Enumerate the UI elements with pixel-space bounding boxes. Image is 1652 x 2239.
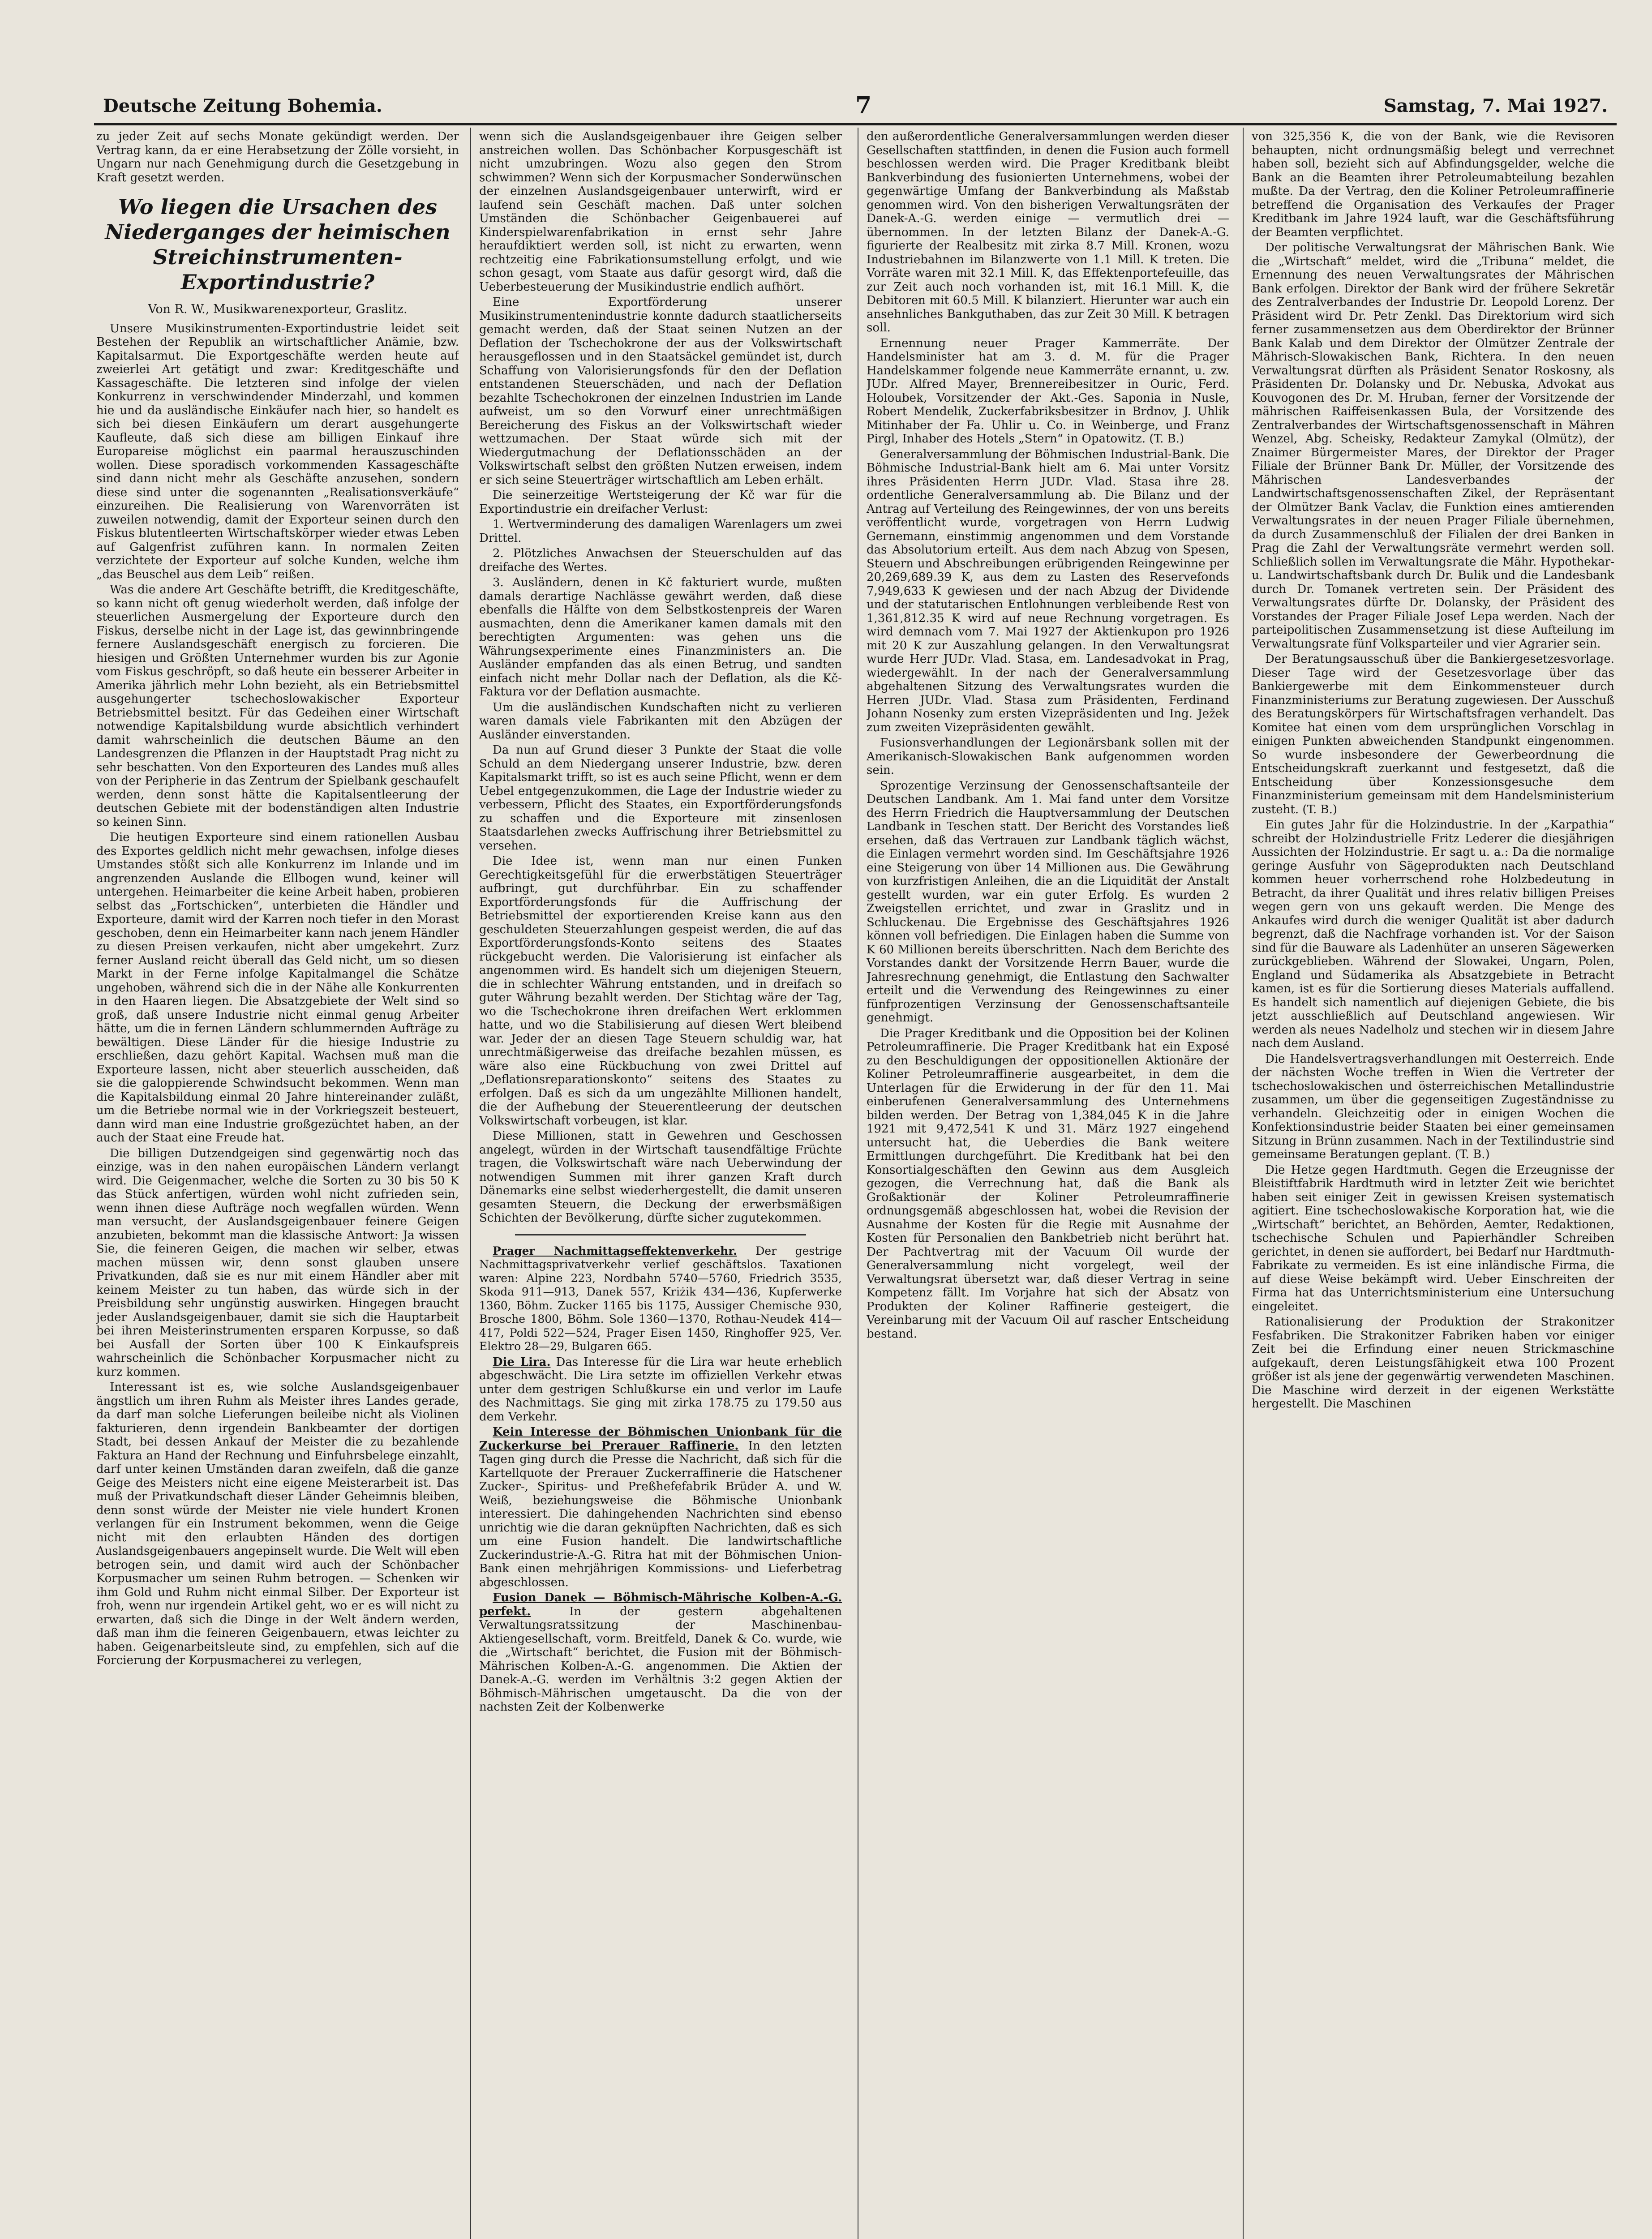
news-item: Der Beratungsausschuß über die Bankiergesetzesvorlage. Dieser Tage wird der Gesetzesvorlage über das Bankiergewerbe mit dem Einkommensteuer durch Finanzministeriums zur Beratung zugewiesen. Der Ausschuß des Beratungskörpers für Wirtschaftsfragen verhandelt. Das Komitee hat einen vom dem ursprünglichen Vorschlag in einigen Punkten abweichenden Standpunkt eingenommen. So wurde insbesondere der Gewerbeordnung die Entscheidungskraft zuerkannt und festgesetzt, daß die Entscheidung über Konzessionsgesuche dem Finanzministerium gemeinsam mit dem Handelsministerium zusteht. (T. B.) — [1252, 652, 1614, 816]
article-paragraph: von 325,356 K, die von der Bank, wie die Revisoren behaupten, nicht ordnungsmäßig belegt und verrechnet haben soll, bezieht sich auf Abfindungsgelder, welche die Bank an die Beamten ihrer Petroleumabteilung bezahlen mußte. Da der Vertrag, den die Koliner Petroleumraffinerie betreffend die Organisation des Verkaufes der Prager Kreditbank im Jahre 1924 lauft, war die Geschäftsführung der Beamten verpflichtet. — [1252, 130, 1614, 239]
article-paragraph: Eine Exportförderung unserer Musikinstrumentenindustrie konnte dadurch staatlicherseits gemacht werden, daß der Staat seinen Nutzen an der Deflation der Tschechokrone der aus der Volkswirtschaft herausgeflossen und in den Staatsäckel gemündet ist, durch Schaffung von Valorisierungsfonds für den der Deflation entstandenen Steuerschäden, und nach der Deflation bezahlte Tschechokronen der einzelnen Industrien im Lande aufweist, um so den Vorwurf einer unrechtmäßigen Bereicherung des Fiskus an der Volkswirtschaft wieder wettzumachen. Der Staat würde sich mit der Wiedergutmachung der Deflationsschäden an der Volkswirtschaft selbst den größten Nutzen erweisen, indem er sich seine Steuerträger wirtschaftlich am Leben erhält. — [479, 296, 842, 487]
news-item: Sprozentige Verzinsung der Genossenschaftsanteile der Deutschen Landbank. Am 1. Mai fand unter dem Vorsitze des Herrn Friedrich die Hauptversammlung der Deutschen Landbank in Teschen statt. Der Bericht des Vorstandes ließ ersehen, daß das Vertrauen zur Landbank täglich wächst, die Einlagen vermehrt worden sind. Im Geschäftsjahre 1926 eine Steigerung von über 14 Millionen aus. Die Gewährung von kurzfristigen Anleihen, die an die Liquidität der Anstalt gestellt wurden, war ein guter Erfolg. Es wurden 2 Zweigstellen errichtet, und zwar in Graslitz und in Schluckenau. Die Ergebnisse des Geschäftsjahres 1926 können voll befriedigen. Die Einlagen haben die Summe von K 60 Millionen bereits überschritten. Nach dem Berichte des Vorstandes dankt der Vorsitzende Herrn Bauer, wurde die Jahresrechnung genehmigt, die Entlastung den Sachwalter erteilt und die Verwendung des Reingewinnes zu einer fünfprozentigen Verzinsung der Genossenschaftsanteile genehmigt. — [867, 779, 1229, 1025]
sugar-report — [479, 1425, 842, 1589]
article-paragraph: Was die andere Art Geschäfte betrifft, die Kreditgeschäfte, so kann nicht oft genug wiederholt werden, daß infolge der steuerlichen Ausmergelung der Exporteure durch den Fiskus, derselbe nicht in der Lage ist, das gewinnbringende fernere Auslandsgeschäft energisch zu forcieren. Die hiesigen und Größten Unternehmer wurden bis zur Agonie vom Fiskus geschröpft, so daß heute ein besserer Arbeiter in Amerika jährlich mehr Lohn bezieht, als ein Betriebsmittel ausgehungerter tschechoslowakischer Exporteur Betriebsmittel besitzt. Für das Gedeihen einer Wirtschaft notwendige Kapitalsbildung wurde absichtlich verhindert damit wahrscheinlich die deutschen Bäume an den Landesgrenzen die Pflanzen in der Hauptstadt Prag nicht zu sehr beschatten. Von den Exporteuren des Landes muß alles von der Peripherie in das Zentrum der Spielbank geschaufelt werden, denn sonst hätte die Kapitalsentleerung der deutschen Gebiete mit der bodenständigen alten Industrie so keinen Sinn. — [96, 583, 459, 829]
issue-date: Samstag, 7. Mai 1927. — [1383, 95, 1608, 116]
fusion-report — [479, 1591, 842, 1714]
article-paragraph: Diese Millionen, statt in Gewehren und Geschossen angelegt, würden in der Wirtschaft tausendfältige Früchte tragen, die Volkswirtschaft wäre nach Ueberwindung der notwendigen Summen mit ihrer ganzen Kraft durch Dänemarks eine selbst wiederhergestellt, die damit unseren gesamten Steuern, die Deckung der erwerbsmäßigen Schichten der Bevölkerung, dürfte sicher zugutekommen. — [479, 1129, 842, 1225]
news-item: Generalversammlung der Böhmischen Industrial-Bank. Die Böhmische Industrial-Bank hielt am 6. Mai unter Vorsitz ihres Präsidenten Herrn JUDr. Vlad. Stasa ihre 28. ordentliche Generalversammlung ab. Die Bilanz und der Antrag auf Verteilung des Reingewinnes, der von uns bereits veröffentlicht wurde, vorgetragen von Herrn Ludwig Gernemann, einstimmig angenommen und dem Vorstande das Absolutorium erteilt. Aus dem nach Abzug von Spesen, Steuern und Abschreibungen erübrigenden Reingewinne per 20,269,689.39 K, aus dem zu Lasten des Reservefonds 7,949,633 K gewiesen und der nach Abzug der Dividende und der statutarischen Entlohnungen verbleibende Rest von 1,361,812.35 K wird auf neue Rechnung vorgetragen. Es wird demnach vom 7. Mai 1927 der Aktienkupon pro 1926 mit 20 K zur Auszahlung gelangen. In den Verwaltungsrat wurde Herr JUDr. Vlad. Stasa, em. Landesadvokat in Prag, wiedergewählt. In der nach der Generalversammlung abgehaltenen Sitzung des Verwaltungsrates wurden die Herren JUDr. Vlad. Stasa zum Präsidenten, Ferdinand Johann Nosenky zum ersten Vizepräsidenten und Ing. Ježek zum zweiten Vizepräsidenten gewählt. — [867, 447, 1229, 734]
column-2 — [479, 130, 842, 2239]
news-item: Ernennung neuer Prager Kammerräte. Der Handelsminister hat am 3. d. M. für die Prager Handelskammer folgende neue Kammerräte ernannt, u. zw. JUDr. Alfred Mayer, Brennereibesitzer in Ouric, Ferd. Holoubek, Vorsitzender der Akt.-Ges. Saponia in Nusle, Robert Mendelik, Zuckerfabriksbesitzer in Brdnov, J. Uhlik Mitinhaber der Fa. Uhlir u. Co. in Weinberge, und Franz Pirgl, Inhaber des Hotels „Stern“ in Opatowitz. (T. B.) — [867, 336, 1229, 446]
sugar-title: Kein Interesse der Böhmischen Unionbank für die Zuckerkurse bei Prerauer Raffinerie. — [479, 1425, 842, 1453]
article-headline: Wo liegen die Ursachen des Niederganges der heimischen Streichinstrumenten-Exportindustrie? — [105, 195, 451, 294]
news-item: Die Hetze gegen Hardtmuth. Gegen die Erzeugnisse der Bleistiftfabrik Hardtmuth wird in letzter Zeit wie berichtet haben seit einiger Zeit in gewissen Kreisen systematisch agitiert. Eine tschechoslowakische Korporation hat, wie die „Wirtschaft“ berichtet, an Behörden, Aemter, Redaktionen, tschechische Schulen und Papierhändler Schreiben gerichtet, in denen sie auffordert, bei Bedarf nur Hardtmuth-Fabrikate zu vermeiden. Es ist eine inländische Firma, die auf diese Weise bekämpft wird. Ueber Einschreiten der Firma hat das Unterrichtsministerium eine Untersuchung eingeleitet. — [1252, 1163, 1614, 1313]
news-item: Ein gutes Jahr für die Holzindustrie. In der „Karpathia“ schreibt der Holzindustrielle Fritz Lederer die diesjährigen Aussichten der Holzindustrie. Er sagt u. a.: Da die normalige geringe Ausfuhr von Sägeprodukten nach Deutschland kommen heuer vorherrschend rohe Holzbedeutung in Betracht, da ihrer Qualität und ihres relativ billigen Preises wegen gern von uns gekauft werden. Die Menge des Ankaufes wird durch die weniger Qualität ist aber dadurch begrenzt, daß die Nachfrage vorhanden ist. Vor der Saison sind für die Bauware als Ladenhüter an unseren Sägewerken zurückgeblieben. Während der Slowakei, Ungarn, Polen, England und Südamerika als Absatzgebiete in Betracht kamen, ist es für die Sortierung dieses Materials auffallend. Es handelt sich namentlich auf diejenigen Gebiete, die bis jetzt ausschließlich auf Deutschland angewiesen. Wir werden als neues Nadelholz und stechen wir in diesem Jahre nach dem Ausland. — [1252, 818, 1614, 1050]
article-paragraph: Die Idee ist, wenn man nur einen Funken Gerechtigkeitsgefühl für die erwerbstätigen Steuerträger aufbringt, gut durchführbar. Ein zu schaffender Exportförderungsfonds für die Auffrischung der Betriebsmittel der exportierenden Kreise kann aus den geschuldeten Steuerzahlungen gespeist werden, die auf das Exportförderungsfonds-Konto seitens des Staates rückgebucht werden. Die Valorisierung ist einfacher als angenommen wird. Es handelt sich um diejenigen Steuern, die in schlechter Währung entstanden, und in dreifach so guter Währung bezahlt werden. Der Stichtag wäre der Tag, wo die Tschechokrone ihren dreifachen Wert erklommen hatte, und wo die Stabilisierung auf diesen Wert bleibend war. Jeder der an diesen Tage Steuern schuldig war, hat unrechtmäßigerweise das dreifache bezahlen müssen, es wäre also eine Rückbuchung von zwei Drittel auf „Deflationsreparationskonto“ seitens des Staates zu erfolgen. Daß es sich da um ungezählte Millionen handelt, die der Aufhebung der Steuerentleerung der deutschen Volkswirtschaft vorbeugen, ist klar. — [479, 854, 842, 1128]
column-1 — [96, 130, 459, 2239]
article-paragraph: Die heutigen Exporteure sind einem rationellen Ausbau des Exportes geldlich nicht mehr gewachsen, infolge dieses Umstandes stößt sich alle Konkurrenz im Inlande und im angrenzenden Auslande die Ellbogen wund, keiner will untergehen. Heimarbeiter die keine Arbeit haben, probieren selbst das „Fortschicken“, unterbieten die Händler und Exporteure, damit wird der Karren noch tiefer in den Morast geschoben, denn ein Heimarbeiter kann nach jenem Händler zu diesen Preisen verkaufen, nicht aber umgekehrt. Zurz ferner Ausland reicht überall das Geld nicht, um so diesen Markt in der Ferne infolge Kapitalmangel die Schätze ungehoben, während sich die in der Nähe alle Konkurrenten in den Haaren liegen. Die Absatzgebiete der Welt sind so groß, daß unsere Industrie nicht einmal genug Arbeiter hätte, um die in fernen Ländern schlummernden Aufträge zu bewältigen. Diese Länder für die hiesige Industrie zu erschließen, dazu gehört Kapital. Wachsen muß man die Exporteure lassen, nicht aber steuerlich ausscheiden, daß sie die galoppierende Schwindsucht bekommen. Wenn man die Kapitalsbildung einmal 20 Jahre hintereinander zuläßt, um die Betriebe normal wie in der Vorkriegszeit besteuert, dann wird man eine Industrie großgezüchtet haben, an der auch der Staat eine Freude hat. — [96, 831, 459, 1145]
article-paragraph: Interessant ist es, wie solche Auslandsgeigenbauer ängstlich um ihren Ruhm als Meister ihres Landes gerade, da darf man solche Lieferungen beileibe nicht als Violinen fakturieren, denn irgendein Bankbeamter der dortigen Stadt, bei dessen Ankauf der Meister die zu bezahlende Faktura an Hand der Rechnung und Einfuhrsbelege einzahlt, darf unter keinen Umständen daran zweifeln, daß die ganze Geige des Meisters nicht eine eigene Meisterarbeit ist. Das muß der Privatkundschaft dieser Länder Geheimnis bleiben, denn sonst würde der Meister nie viele hundert Kronen verlangen für ein Instrument bekommen, wenn die Geige nicht mit den erlaubten Händen des dortigen Auslandsgeigenbauers angepinselt wurde. Die Welt will eben betrogen sein, und damit wird auch der Schönbacher Korpusmacher um seinen Ruhm betrogen. — Schenken wir ihm Gold und Ruhm nicht einmal Silber. Der Exporteur ist froh, wenn nur irgendein Artikel geht, wo er es will nicht zu erwarten, daß sich die Dinge in der Welt ändern werden, daß man ihm die feineren Geigenbauern, etwas leichter zu haben. Geigenarbeitsleute sind, zu empfehlen, sich auf die Forcierung der Korpusmacherei zu verlegen, — [96, 1381, 459, 1667]
article-byline: Von R. W., Musikwarenexporteur, Graslitz. — [148, 302, 408, 316]
fusion-title: Fusion Danek — Böhmisch-Mährische Kolben-A.-G. perfekt. — [479, 1591, 842, 1618]
article-paragraph: Unsere Musikinstrumenten-Exportindustrie leidet seit Bestehen der Republik an wirtschaftlicher Anämie, bzw. Kapitalsarmut. Die Exportgeschäfte werden heute auf zweierlei Art getätigt und zwar: Kreditgeschäfte und Kassageschäfte. Die letzteren sind infolge der vielen Konkurrenz in verschwindender Minderzahl, und kommen hie und da ausländische Einkäufer nach hier, so handelt es sich bei diesen Einkäufern um derart ausgehungerte Kaufleute, daß sich diese am billigen Einkauf ihre Europareise möglichst ein paarmal herauszuschinden wollen. Diese sporadisch vorkommenden Kassageschäfte sind dann nicht mehr als Geschäfte anzusehen, sondern diese sind unter die sogenannten „Realisationsverkäufe“ einzureihen. Die Realisierung von Warenvorräten ist zuweilen notwendig, damit der Exporteur seinen durch den Fiskus blutentleerten Wirtschaftskörper wieder etwas Leben auf Galgenfrist zuführen kann. In normalen Zeiten verzichtete der Exporteur auf solche Kunden, welche ihm „das Beuschel aus dem Leib“ reißen. — [96, 322, 459, 581]
stock-report-text: Der gestrige Nachmittagsprivatverkehr verlief geschäftslos. Taxationen waren: Alpine 223, Nordbahn 5740—5760, Friedrich 3535, Skoda 911—913, Danek 557, Kriżik 434—436, Kupferwerke 1360, Böhm. Zucker 1165 bis 1175, Aussiger Chemische 930, Brosche 1800, Böhm. Sole 1360—1370, Rothau-Neudek 414—417, Poldi 522—524, Prager Eisen 1450, Ringhoffer 925, Ver. Elektro 28—29, Bulgaren 665. — [479, 1244, 842, 1353]
column-4 — [1252, 130, 1614, 2239]
article-paragraph: Da nun auf Grund dieser 3 Punkte der Staat die volle Schuld an dem Niedergang unserer Industrie, bzw. deren Kapitalsmarkt trifft, so ist es auch seine Pflicht, wenn er dem Uebel entgegenzukommen, die Lage der Industrie wieder zu verbessern, Pflicht des Staates, ein Exportförderungsfonds zu schaffen und die Exporteure mit zinsenlosen Staatsdarlehen zwecks Auffrischung ihrer Betriebsmittel zu versehen. — [479, 743, 842, 853]
stock-report — [479, 1244, 842, 1354]
column-rule — [1243, 128, 1244, 2239]
news-item: Die Handelsvertragsverhandlungen mit Oesterreich. Ende der nächsten Woche treffen in Wien die Vertreter der tschechoslowakischen und österreichischen Metallindustrie zusammen, um über die gegenseitigen Zugeständnisse zu verhandeln. Gleichzeitig oder in einigen Wochen die Konfektionsindustrie beider Staaten bei einer gemeinsamen Sitzung in Brünn zusammen. Nach in der Textilindustrie sind gemeinsame Beratungen geplant. (T. B.) — [1252, 1052, 1614, 1161]
page-number: 7 — [855, 92, 872, 119]
paper-name: Deutsche Zeitung Bohemia. — [103, 95, 382, 116]
section-divider — [515, 1234, 806, 1235]
list-item: 3. Ausländern, denen in Kč fakturiert wurde, mußten damals derartige Nachlässe gewährt werden, daß diese ebenfalls die Hälfte von dem Selbstkostenpreis der Waren ausmachten, denn die Amerikaner kamen damals mit den berechtigten Argumenten: was gehen uns die Währungsexperimente eines Finanzministers an. Die Ausländer empfanden das als einen Betrug, und sandten einfach nicht mehr Dollar nach der Deflation, als die Kč-Faktura vor der Deflation ausmachte. — [479, 576, 842, 699]
lira-title: Die Lira. — [493, 1355, 551, 1369]
article-paragraph: Um die ausländischen Kundschaften nicht zu verlieren waren damals viele Fabrikanten mit den Abzügen der Ausländer einverstanden. — [479, 700, 842, 742]
list-item: 2. Plötzliches Anwachsen der Steuerschulden auf das dreifache des Wertes. — [479, 547, 842, 574]
stock-report-title: Prager Nachmittagseffektenverkehr. — [493, 1244, 737, 1257]
sugar-text: In den letzten Tagen ging durch die Presse die Nachricht, daß sich für die Kartellquote der Prerauer Zuckerraffinerie die Hatschener Zucker-, Spiritus- und Preßhefefabrik Brüder A. und W. Weiß, beziehungsweise die Böhmische Unionbank interessiert. Die dahingehenden Nachrichten sind ebenso unrichtig wie die daran geknüpften Nachrichten, daß es sich um eine Fusion handelt. Die landwirtschaftliche Zuckerindustrie-A.-G. Ritra hat mit der Böhmischen Union-Bank einen mehrjährigen Kommissions- und Lieferbetrag abgeschlossen. — [479, 1439, 842, 1589]
news-item: Die Prager Kreditbank und die Opposition bei der Kolinen Petroleumraffinerie. Die Prager Kreditbank hat ein Exposé zu den Beschuldigungen der oppositionellen Aktionäre der Koliner Petroleumraffinerie ausgearbeitet, in dem die Unterlagen für die Erwiderung in der für den 11. Mai einberufenen Generalversammlung des Unternehmens bilden werden. Der Betrag von 1,384,045 K in die Jahre 1921 mit 9,472,541 K und 31. März 1927 eingehend untersucht hat, die Ueberdies die Bank weitere Ermittlungen durchgeführt. Die Kreditbank hat bei den Konsortialgeschäften den Gewinn aus dem Ausgleich gezogen, die Verrechnung hat, daß die Bank als Großaktionär der Koliner Petroleumraffinerie ordnungsgemäß abgeschlossen hat, wobei die Revision der Ausnahme der Kosten für die Regie mit Ausnahme der Kosten für Personalien den Bankbetrieb nicht berührt hat. Der Pachtvertrag mit der Vacuum Oil wurde der Generalversammlung nicht vorgelegt, weil der Verwaltungsrat übersetzt war, daß dieser Vertrag in seine Kompetenz fällt. Im Vorjahre hat sich der Absatz von Produkten der Koliner Raffinerie gesteigert, die Vereinbarung mit der Vacuum Oil auf rascher Entscheidung bestand. — [867, 1026, 1229, 1341]
fusion-text: In der gestern abgehaltenen Verwaltungsratssitzung der Maschinenbau-Aktiengesellschaft, vorm. Breitfeld, Danek & Co. wurde, wie die „Wirtschaft“ berichtet, die Fusion mit der Böhmisch-Mährischen Kolben-A.-G. angenommen. Die Aktien der Danek-A.-G. werden im Verhältnis 3:2 gegen Aktien der Böhmisch-Mährischen umgetauscht. Da die von der nachsten Zeit der Kolbenwerke — [479, 1604, 842, 1714]
article-paragraph: Die billigen Dutzendgeigen sind gegenwärtig noch das einzige, was in den nahen europäischen Ländern verlangt wird. Die Geigenmacher, welche die Sorten zu 30 bis 50 K das Stück anfertigen, würden wohl nicht zufrieden sein, wenn ihnen diese Aufträge noch wegfallen würden. Wenn man versucht, der Auslandsgeigenbauer feinere Geigen anzubieten, bekommt man die klassische Antwort: Ja wissen Sie, die feineren Geigen, die machen wir selber, etwas machen müssen wir, denn sonst glauben unsere Privatkunden, daß sie es nur mit einem Händler aber mit keinem Meister zu tun haben, das würde sich in der Preisbildung sehr ungünstig auswirken. Hingegen braucht jeder Auslandsgeigenbauer, damit sie sich die Hauptarbeit bei ihren Meisterinstrumenten ersparen Korpusse, so daß bei Ausfall der Sorten über 100 K Einkaufspreis wahrscheinlich die Schönbacher Korpusmacher nicht zu kurz kommen. — [96, 1146, 459, 1379]
masthead — [94, 92, 1617, 125]
article-paragraph: wenn sich die Auslandsgeigenbauer ihre Geigen selber anstreichen wollen. Das Schönbacher Korpusgeschäft ist nicht umzubringen. Wozu also gegen den Strom schwimmen? Wenn sich der Korpusmacher Sonderwünschen der einzelnen Auslandsgeigenbauer unterwirft, wird er laufend sein Geschäft machen. Daß unter solchen Umständen die Schönbacher Geigenbauerei auf Kinderspielwarenfabrikation in ernst sehr Jahre heraufdiktiert werden soll, ist nicht zu erwarten, wenn rechtzeitig eine Fabrikationsumstellung erfolgt, und wie schon gesagt, vom Staate aus dafür gesorgt wird, daß die Ueberbesteuerung der Musikindustrie endlich aufhört. — [479, 130, 842, 294]
news-item: Der politische Verwaltungsrat der Mährischen Bank. Wie die „Wirtschaft“ meldet, wird die „Tribuna“ meldet, die Ernennung des neuen Verwaltungsrates der Mährischen Bank erfolgen. Direktor der Bank wird der frühere Sekretär des Zentralverbandes der Industrie Dr. Leopold Lorenz. Der Präsident wird Dr. Petr Zenkl. Das Direktorium wird sich ferner zusammensetzen aus dem Oberdirektor der Brünner Bank Kalab und dem Direktor der Olmützer Zentrale der Mährisch-Slowakischen Bank, Richtera. In den neuen Verwaltungsrat dürften als Präsident Senator Roskosny, als Präsidenten Dr. Dolansky und Dr. Nebuska, Advokat aus Kouvogonen des Dr. M. Hruban, ferner der Vorsitzende der mährischen Raiffeisenkassen Bula, der Vorsitzende des Zentralverbandes der Wirtschaftsgenossenschaft in Mähren Wenzel, Abg. Scheisky, Redakteur Zamykal (Olmütz), der Znaimer Bürgermeister Mares, der Direktor der Prager Filiale der Brünner Bank Dr. Müller, der Vorsitzende des Mährischen Landesverbandes der Landwirtschaftsgenossenschaften Zikel, der Repräsentant der Olmützer Bank Vaclav, die Funktion eines amtierenden Verwaltungsrates in der neuen Prager Filiale übernehmen, da durch Zusammenschluß der Filialen der drei Banken in Prag die Zahl der Verwaltungsräte vermehrt werden soll. Schließlich sollen im Verwaltungsrate die Mähr. Hypothekar- u. Landwirtschaftsbank durch Dr. Bulik und die Landesbank durch Dr. Tomanek vertreten sein. Der Präsident des Verwaltungsrates dürfte Dr. Dolansky, der Präsident des Vorstandes der Prager Filiale Josef Lepa werden. Nach der parteipolitischen Zusammensetzung ist diese Aufteilung im Verwaltungsrate fünf Volksparteiler und vier Agrarier sein. — [1252, 241, 1614, 651]
lira-report — [479, 1355, 842, 1424]
article-paragraph: den außerordentliche Generalversammlungen werden dieser Gesellschaften stattfinden, in denen die Fusion auch formell beschlossen werden wird. Die Prager Kreditbank bleibt Bankverbindung des fusionierten Unternehmens, wobei der gegenwärtige Umfang der Bankverbindung als Maßstab genommen wird. Von den bisherigen Verwaltungsräten der Danek-A.-G. werden einige — vermutlich drei — übernommen. In der letzten Bilanz der Danek-A.-G. figurierte der Realbesitz mit zirka 8.7 Mill. Kronen, wozu Industriebahnen im Bilanzwerte von 1.1 Mill. K treten. Die Vorräte waren mit 32.1 Mill. K, das Effektenportefeuille, das zur Zeit auch noch vorhanden ist, mit 16.1 Mill. K, die Debitoren mit 60.5 Mill. K bilanziert. Hierunter war auch ein ansehnliches Bankguthaben, das zur Zeit 30 Mill. K betragen soll. — [867, 130, 1229, 335]
column-rule — [470, 128, 471, 2239]
lead-in-text: zu jeder Zeit auf sechs Monate gekündigt werden. Der Vertrag kann, da er eine Herabsetzung der Zölle vorsieht, in Ungarn nur nach Genehmigung durch die Gesetzgebung in Kraft gesetzt werden. — [96, 130, 459, 184]
news-item: Fusionsverhandlungen der Legionärsbank sollen mit der Amerikanisch-Slowakischen Bank aufgenommen worden sein. — [867, 736, 1229, 777]
article-paragraph: Die seinerzeitige Wertsteigerung der Kč war für die Exportindustrie ein dreifacher Verlust: — [479, 489, 842, 516]
lira-text: Das Interesse für die Lira war heute erheblich abgeschwächt. Die Lira setzte im offiziellen Verkehr etwas unter dem gestrigen Schlußkurse ein und verlor im Laufe des Nachmittags. Sie ging mit zirka 178.75 zu 179.50 aus dem Verkehr. — [479, 1355, 842, 1424]
column-3 — [867, 130, 1229, 2239]
list-item: 1. Wertverminderung des damaligen Warenlagers um zwei Drittel. — [479, 518, 842, 545]
news-item: Rationalisierung der Produktion der Strakonitzer Fesfabriken. Die Strakonitzer Fabriken haben vor einiger Zeit bei die Erfindung einer neuen Strickmaschine aufgekauft, deren Leistungsfähigkeit etwa 100 Prozent größer ist als jene der gegenwärtig verwendeten Maschinen. Die Maschine wird derzeit in der eigenen Werkstätte hergestellt. Die Maschinen — [1252, 1315, 1614, 1411]
